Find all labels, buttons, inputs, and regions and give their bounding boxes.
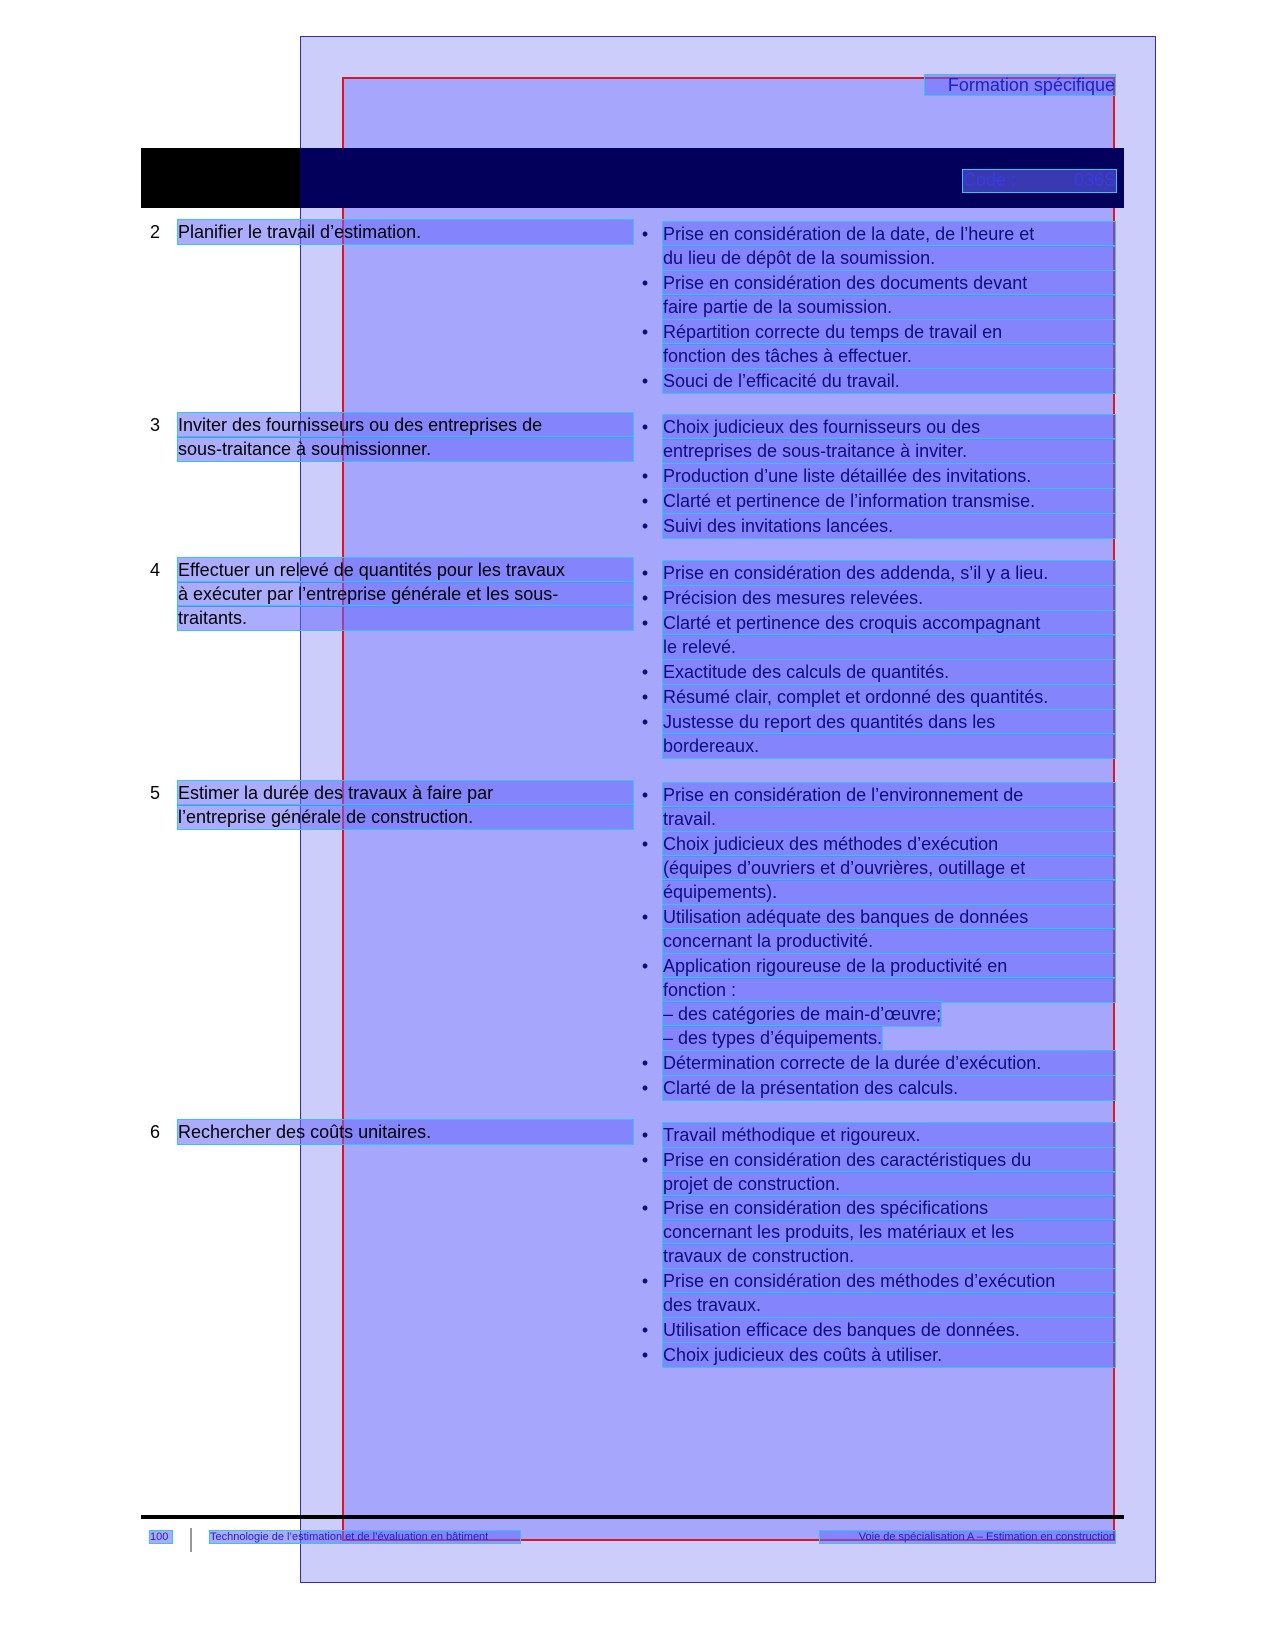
bullet-icon: • [641, 516, 649, 536]
bullet-icon: • [641, 1125, 649, 1145]
element-text: l’entreprise générale de construction. [178, 805, 633, 829]
criterion-line: bordereaux. [663, 734, 1115, 758]
criterion-line: faire partie de la soumission. [663, 295, 1115, 319]
criterion-line: Choix judicieux des coûts à utiliser. [663, 1343, 1115, 1367]
code-box [963, 170, 1116, 192]
criterion-line: (équipes d’ouvriers et d’ouvrières, outillage et [663, 856, 1115, 880]
criterion-line: du lieu de dépôt de la soumission. [663, 246, 1115, 270]
criterion-line: concernant les produits, les matériaux et les [663, 1220, 1115, 1244]
criterion-line: Utilisation adéquate des banques de données [663, 905, 1115, 929]
section-label: Formation spécifique [925, 75, 1115, 95]
bullet-icon: • [641, 224, 649, 244]
footer-rule [141, 1515, 1124, 1519]
criterion-line: travaux de construction. [663, 1244, 1115, 1268]
bullet-icon: • [641, 1078, 649, 1098]
bullet-icon: • [641, 417, 649, 437]
element-text: Estimer la durée des travaux à faire par [178, 781, 633, 805]
criterion-line: Prise en considération de la date, de l’heure et [663, 222, 1115, 246]
criterion-line: Prise en considération des documents devant [663, 271, 1115, 295]
criterion-line: Justesse du report des quantités dans les [663, 710, 1115, 734]
criterion-line: Prise en considération de l’environnement de [663, 783, 1115, 807]
bullet-icon: • [641, 1198, 649, 1218]
page-number: 100 [150, 1531, 172, 1543]
criterion-line: Travail méthodique et rigoureux. [663, 1123, 1115, 1147]
code-label: Code : [963, 170, 1017, 190]
element-number: 5 [150, 783, 161, 803]
element-number: 6 [150, 1122, 161, 1142]
criterion-line: Clarté et pertinence des croquis accompagnant [663, 611, 1115, 635]
criterion-line: entreprises de sous-traitance à inviter. [663, 439, 1115, 463]
bullet-icon: • [641, 322, 649, 342]
bullet-icon: • [641, 588, 649, 608]
criterion-line: fonction des tâches à effectuer. [663, 344, 1115, 368]
criterion-line: travail. [663, 807, 1115, 831]
bullet-icon: • [641, 371, 649, 391]
criterion-line: Prise en considération des méthodes d’exécution [663, 1269, 1115, 1293]
element-text: traitants. [178, 606, 633, 630]
criterion-line: concernant la productivité. [663, 929, 1115, 953]
criterion-line: le relevé. [663, 635, 1115, 659]
criterion-line: Prise en considération des spécifications [663, 1196, 1115, 1220]
criterion-line: fonction : [663, 978, 1115, 1002]
criterion-line: Détermination correcte de la durée d’exécution. [663, 1051, 1115, 1075]
criterion-line: des travaux. [663, 1293, 1115, 1317]
criterion-line: Choix judicieux des méthodes d’exécution [663, 832, 1115, 856]
bullet-icon: • [641, 491, 649, 511]
bullet-icon: • [641, 613, 649, 633]
criterion-line: Répartition correcte du temps de travail en [663, 320, 1115, 344]
bullet-icon: • [641, 563, 649, 583]
footer-separator [190, 1528, 192, 1552]
bullet-icon: • [641, 466, 649, 486]
sub-item: – des types d’équipements. [663, 1028, 883, 1048]
bullet-icon: • [641, 956, 649, 976]
element-text: Effectuer un relevé de quantités pour les travaux [178, 558, 633, 582]
bullet-icon: • [641, 712, 649, 732]
sub-item: – des catégories de main-d’œuvre; [663, 1004, 942, 1024]
element-number: 4 [150, 560, 161, 580]
criterion-line: Clarté et pertinence de l’information transmise. [663, 489, 1115, 513]
criterion-line: Choix judicieux des fournisseurs ou des [663, 415, 1115, 439]
criterion-line: projet de construction. [663, 1172, 1115, 1196]
criterion-line: Prise en considération des addenda, s’il y a lieu. [663, 561, 1115, 585]
footer-title: Technologie de l’estimation et de l’évaluation en bâtiment [210, 1531, 520, 1543]
bullet-icon: • [641, 687, 649, 707]
bullet-icon: • [641, 1150, 649, 1170]
criterion-line: Prise en considération des caractéristiques du [663, 1148, 1115, 1172]
bullet-icon: • [641, 907, 649, 927]
element-text: Rechercher des coûts unitaires. [178, 1120, 633, 1144]
element-number: 2 [150, 222, 161, 242]
criterion-line: Production d’une liste détaillée des invitations. [663, 464, 1115, 488]
element-text: Planifier le travail d’estimation. [178, 220, 633, 244]
criterion-line: Utilisation efficace des banques de données. [663, 1318, 1115, 1342]
bullet-icon: • [641, 785, 649, 805]
bullet-icon: • [641, 1271, 649, 1291]
element-text: sous-traitance à soumissionner. [178, 437, 633, 461]
footer-section: Voie de spécialisation A – Estimation en construction [820, 1531, 1115, 1543]
element-text: à exécuter par l’entreprise générale et les sous- [178, 582, 633, 606]
criterion-line: Précision des mesures relevées. [663, 586, 1115, 610]
criterion-line: équipements). [663, 880, 1115, 904]
criterion-line: Suivi des invitations lancées. [663, 514, 1115, 538]
bullet-icon: • [641, 273, 649, 293]
bullet-icon: • [641, 1053, 649, 1073]
criterion-line: Clarté de la présentation des calculs. [663, 1076, 1115, 1100]
bullet-icon: • [641, 834, 649, 854]
element-number: 3 [150, 415, 161, 435]
criterion-line: Exactitude des calculs de quantités. [663, 660, 1115, 684]
bullet-icon: • [641, 1345, 649, 1365]
bullet-icon: • [641, 1320, 649, 1340]
element-text: Inviter des fournisseurs ou des entreprises de [178, 413, 633, 437]
bullet-icon: • [641, 662, 649, 682]
code-value: 036S [1073, 170, 1116, 190]
criterion-line: Résumé clair, complet et ordonné des quantités. [663, 685, 1115, 709]
criterion-line: Souci de l’efficacité du travail. [663, 369, 1115, 393]
criterion-line: Application rigoureuse de la productivité en [663, 954, 1115, 978]
